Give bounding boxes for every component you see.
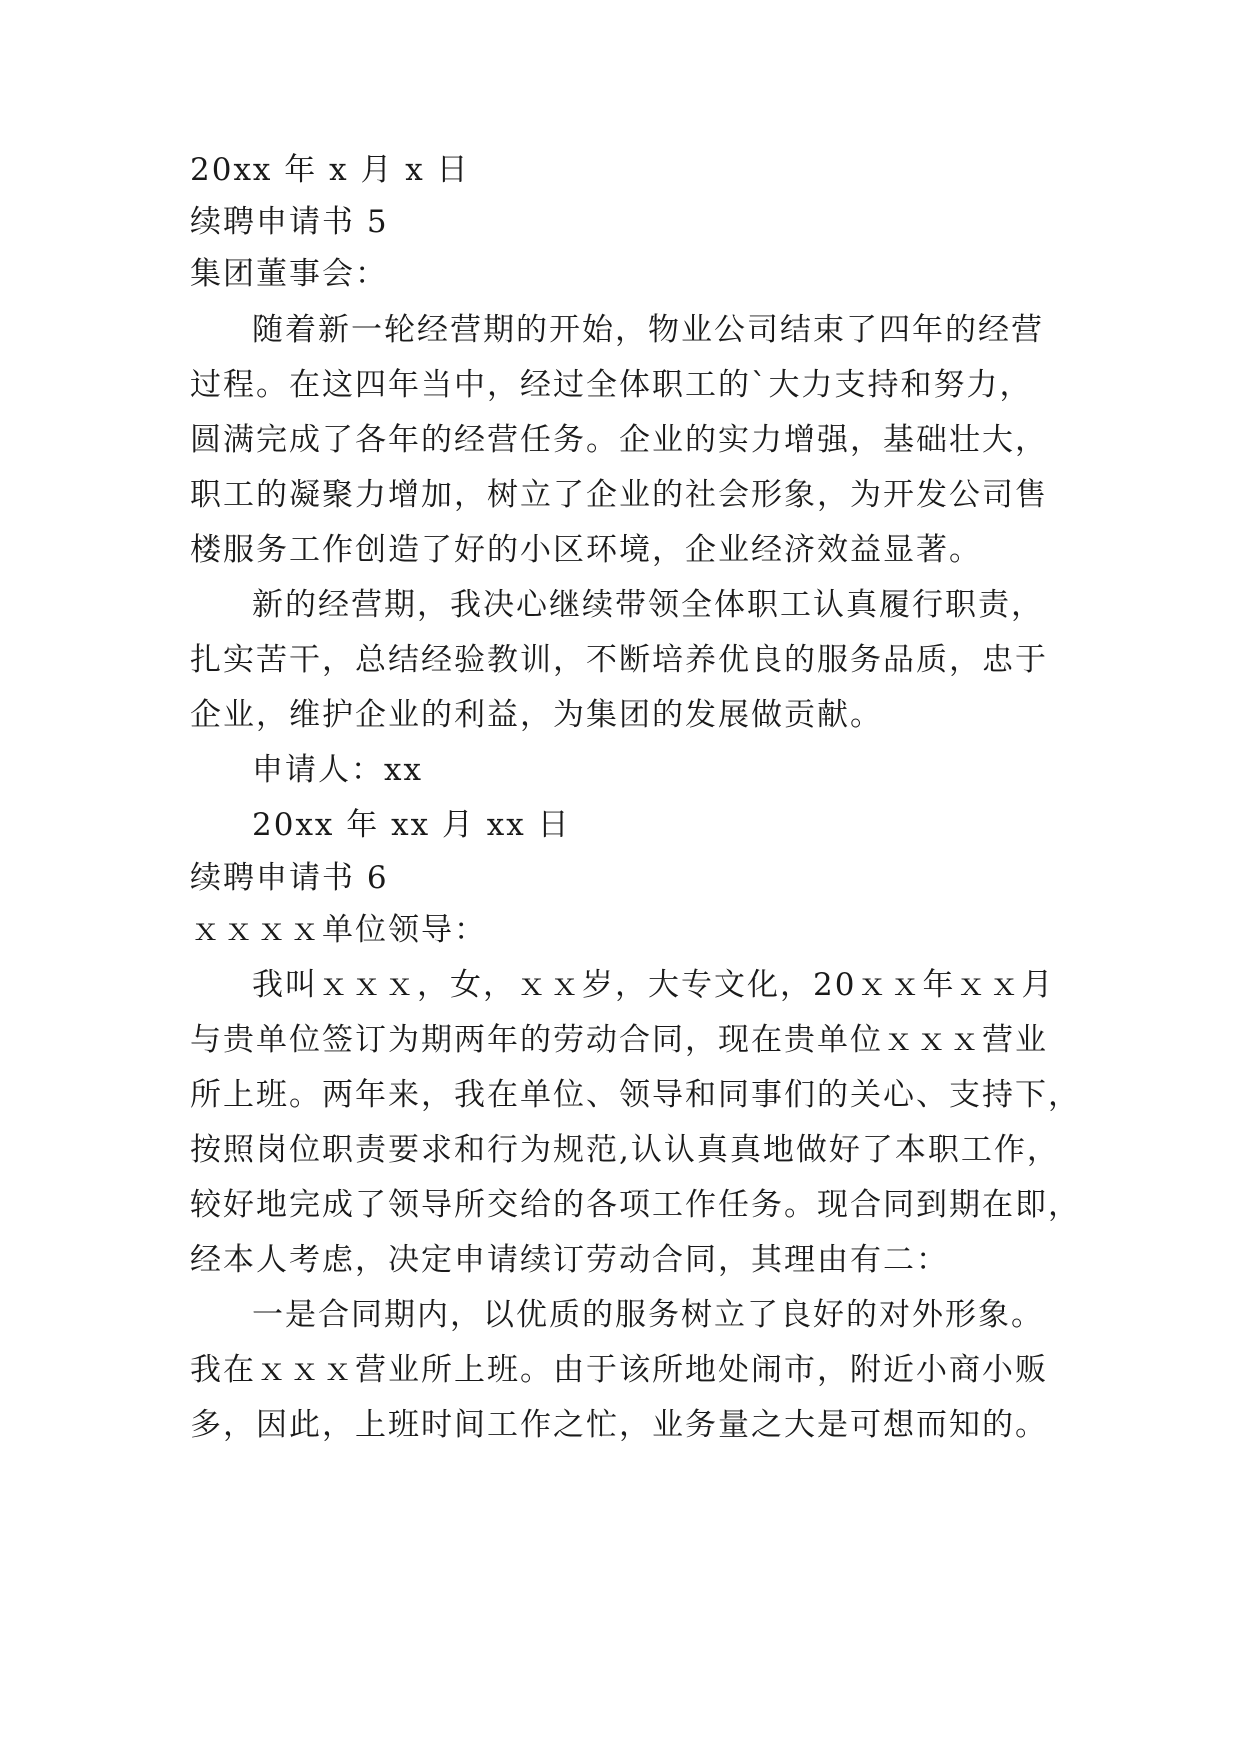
salutation: 集团董事会： xyxy=(190,256,388,292)
paragraph-line: 随着新一轮经营期的开始，物业公司结束了四年的经营 xyxy=(252,312,1044,348)
paragraph-line: 按照岗位职责要求和行为规范,认认真真地做好了本职工作， xyxy=(190,1132,1060,1168)
paragraph-line: 楼服务工作创造了好的小区环境，企业经济效益显著。 xyxy=(190,532,982,568)
applicant-line: 申请人：xx xyxy=(252,752,423,788)
paragraph-line: 经本人考虑，决定申请续订劳动合同，其理由有二： xyxy=(190,1242,949,1278)
paragraph-line: 与贵单位签订为期两年的劳动合同，现在贵单位ｘｘｘ营业 xyxy=(190,1022,1048,1058)
paragraph-line: 企业，维护企业的利益，为集团的发展做贡献。 xyxy=(190,697,883,733)
section-title: 续聘申请书 6 xyxy=(190,860,389,896)
section-title: 续聘申请书 5 xyxy=(190,204,389,240)
date-line: 20xx 年 x 月 x 日 xyxy=(190,152,470,188)
paragraph-line: 圆满完成了各年的经营任务。企业的实力增强，基础壮大， xyxy=(190,422,1048,458)
paragraph-line: 多，因此，上班时间工作之忙，业务量之大是可想而知的。 xyxy=(190,1407,1048,1443)
paragraph-line: 新的经营期，我决心继续带领全体职工认真履行职责， xyxy=(252,587,1044,623)
paragraph-line: 较好地完成了领导所交给的各项工作任务。现合同到期在即， xyxy=(190,1187,1081,1223)
paragraph-line: 扎实苦干，总结经验教训，不断培养优良的服务品质，忠于 xyxy=(190,642,1048,678)
paragraph-line: 一是合同期内，以优质的服务树立了良好的对外形象。 xyxy=(252,1297,1044,1333)
date-line: 20xx 年 xx 月 xx 日 xyxy=(252,807,571,843)
paragraph-line: 过程。在这四年当中，经过全体职工的`大力支持和努力， xyxy=(190,367,1033,403)
salutation: ｘｘｘｘ单位领导： xyxy=(190,912,487,948)
paragraph-line: 我叫ｘｘｘ，女，ｘｘ岁，大专文化，20ｘｘ年ｘｘ月 xyxy=(252,967,1055,1003)
paragraph-line: 我在ｘｘｘ营业所上班。由于该所地处闹市，附近小商小贩 xyxy=(190,1352,1048,1388)
paragraph-line: 职工的凝聚力增加，树立了企业的社会形象，为开发公司售 xyxy=(190,477,1048,513)
paragraph-line: 所上班。两年来，我在单位、领导和同事们的关心、支持下， xyxy=(190,1077,1081,1113)
